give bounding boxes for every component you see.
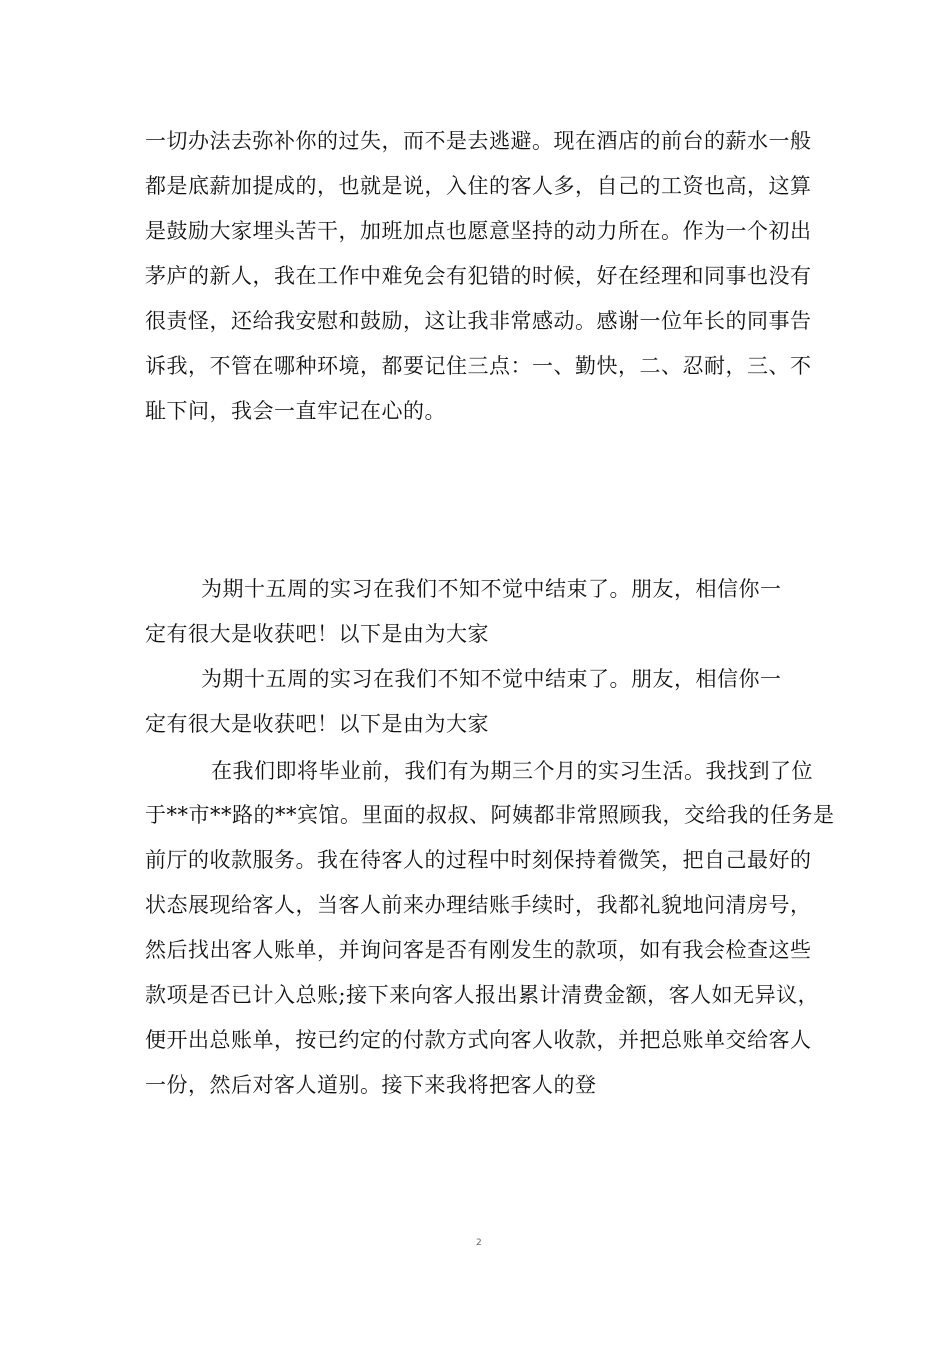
text-line: 都是底薪加提成的，也就是说，入住的客人多，自己的工资也高，这算 xyxy=(145,174,812,198)
text-line: 款项是否已计入总账;接下来向客人报出累计清费金额，客人如无异议， xyxy=(145,983,820,1007)
text-line: 一份，然后对客人道别。接下来我将把客人的登 xyxy=(145,1073,597,1097)
page-number: 2 xyxy=(476,1238,482,1248)
text-line: 茅庐的新人，我在工作中难免会有犯错的时候，好在经理和同事也没有 xyxy=(145,264,812,288)
text-line: 便开出总账单，按已约定的付款方式向客人收款，并把总账单交给客人 xyxy=(145,1028,812,1052)
text-line: 定有很大是收获吧！以下是由为大家 xyxy=(145,622,489,646)
text-line: 定有很大是收获吧！以下是由为大家 xyxy=(145,712,489,736)
text-line: 前厅的收款服务。我在待客人的过程中时刻保持着微笑，把自己最好的 xyxy=(145,848,812,872)
text-line: 很责怪，还给我安慰和鼓励，这让我非常感动。感谢一位年长的同事告 xyxy=(145,309,812,333)
text-line: 耻下问，我会一直牢记在心的。 xyxy=(145,399,446,423)
text-line: 于**市**路的**宾馆。里面的叔叔、阿姨都非常照顾我，交给我的任务是 xyxy=(145,803,835,827)
text-line: 为期十五周的实习在我们不知不觉中结束了。朋友，相信你一 xyxy=(201,577,782,601)
text-line: 在我们即将毕业前，我们有为期三个月的实习生活。我找到了位 xyxy=(211,759,813,783)
text-line: 诉我，不管在哪种环境，都要记住三点：一、勤快，二、忍耐，三、不 xyxy=(145,354,812,378)
text-line: 一切办法去弥补你的过失，而不是去逃避。现在酒店的前台的薪水一般 xyxy=(145,129,812,153)
text-line: 然后找出客人账单，并询问客是否有刚发生的款项，如有我会检查这些 xyxy=(145,938,812,962)
text-line: 状态展现给客人，当客人前来办理结账手续时，我都礼貌地问清房号， xyxy=(145,893,812,917)
text-line: 是鼓励大家埋头苦干，加班加点也愿意坚持的动力所在。作为一个初出 xyxy=(145,219,812,243)
text-line: 为期十五周的实习在我们不知不觉中结束了。朋友，相信你一 xyxy=(201,667,782,691)
